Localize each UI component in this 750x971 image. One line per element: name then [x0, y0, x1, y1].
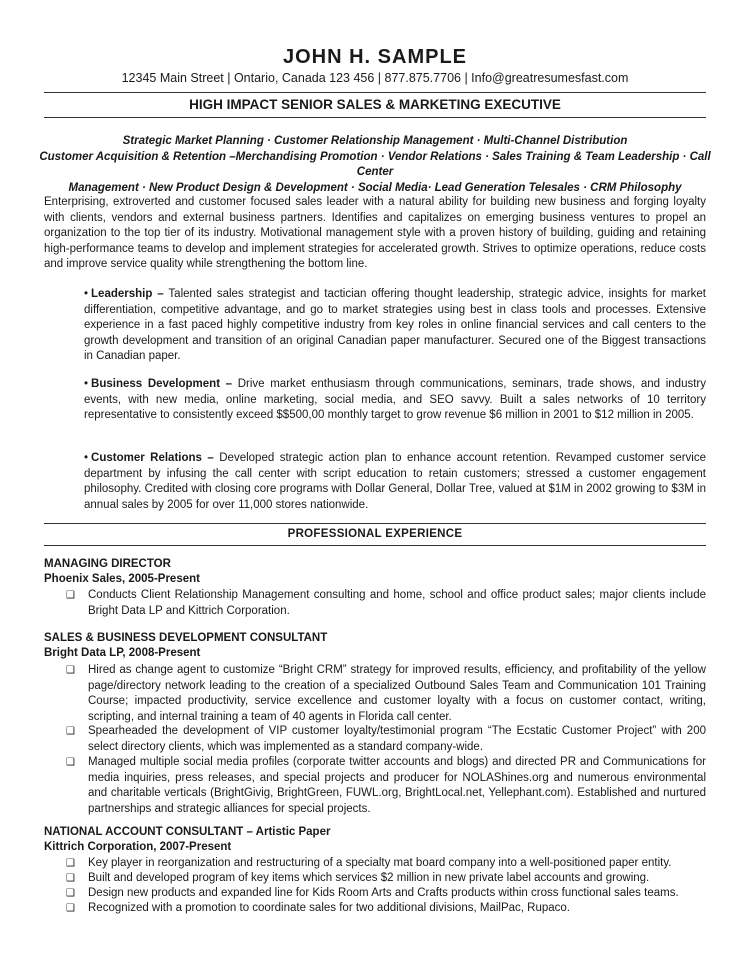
achievement-text: Recognized with a promotion to coordinate sales for two additional divisions, MailPac, Rupaco. — [88, 902, 570, 914]
section-divider-top — [44, 523, 706, 524]
job-company: Phoenix Sales, 2005-Present — [44, 573, 200, 585]
headline: HIGH IMPACT SENIOR SALES & MARKETING EXECUTIVE — [189, 97, 561, 112]
highlight-text: Developed strategic action plan to enhance account retention. Revamped customer service department by infusing the call center with script education to retain customers; stressed a customer engagement philosophy. Credited with closing core programs with Dollar General, Dollar Tree, valued at $1M in 2002 growing to $3M in annual sales by 2005 for over 11,000 stores nationwide. — [84, 452, 706, 511]
profile-summary: Enterprising, extroverted and customer focused sales leader with a natural ability for building new business and forging loyalty with clients, vendors and external business partners. Identifies and capitalizes on emerging business ventures to propel an organization to the top tier of its industry. Motivational management style with a proven history of building, guiding and retaining high-performance teams to develop and implement strategies for accelerated growth. Strives to optimize operations, reduce costs and improve service quality while strengthening the bottom line. — [44, 196, 706, 271]
achievement-item — [66, 871, 706, 887]
achievement-item — [66, 755, 706, 817]
checkbox-bullet-icon: ❑ — [66, 665, 75, 676]
checkbox-bullet-icon: ❑ — [66, 590, 75, 601]
contact-line: 12345 Main Street | Ontario, Canada 123 456 | 877.875.7706 | Info@greatresumesfast.com — [121, 71, 629, 85]
achievement-item — [66, 886, 706, 902]
achievement-text: Managed multiple social media profiles (corporate twitter accounts and blogs) and directed PR and Communications for media inquiries, press releases, and special projects and producer for NOLAShines.org and numerous environmental and charitable verticals (BrightGivig, BrightGreen, FUWL.org, BrightLocal.net, Yellephant.com). Established and nurtured partnerships and strategic alliances for special projects. — [88, 756, 706, 815]
section-title-experience: PROFESSIONAL EXPERIENCE — [287, 528, 463, 540]
bullet-icon: • — [84, 378, 89, 390]
job-title: SALES & BUSINESS DEVELOPMENT CONSULTANT — [44, 632, 328, 644]
job-title: NATIONAL ACCOUNT CONSULTANT – Artistic Paper — [44, 826, 331, 838]
achievement-text: Design new products and expanded line for Kids Room Arts and Crafts products within cross functional sales teams. — [88, 887, 679, 899]
achievement-item — [66, 901, 706, 917]
job-company: Kittrich Corporation, 2007-Present — [44, 841, 232, 853]
achievement-item — [66, 588, 706, 619]
achievement-text: Hired as change agent to customize “Bright CRM” strategy for improved results, efficiency, and profitability of the yellow page/directory network leading to the creation of a specialized Outbound Sales Team and Communication 101 Training Course; impacted productivity, service excellence and customer loyalty with a focus on customer contact, writing, scripting, and internal training a team of 40 agents in Florida call center. — [88, 664, 706, 723]
checkbox-bullet-icon: ❑ — [66, 858, 75, 869]
header-divider-top — [44, 92, 706, 93]
highlight-label: Customer Relations – — [91, 452, 214, 464]
achievement-item — [66, 856, 706, 872]
bullet-icon: • — [84, 452, 89, 464]
checkbox-bullet-icon: ❑ — [66, 757, 75, 768]
job-company: Bright Data LP, 2008-Present — [44, 647, 201, 659]
highlight-item — [84, 451, 706, 513]
header-divider-bottom — [44, 117, 706, 118]
checkbox-bullet-icon: ❑ — [66, 888, 75, 899]
highlight-text: Drive market enthusiasm through communications, seminars, trade shows, and industry events, with new media, online marketing, social media, and SEO savvy. Built a sales networks of 10 territory representative to consistently exceed $$500,00 monthly target to grow revenue $6 million in 2001 to $12 million in 2005. — [84, 378, 706, 422]
achievement-text: Key player in reorganization and restructuring of a specialty mat board company into a well-positioned paper entity. — [88, 857, 672, 869]
candidate-name: JOHN H. SAMPLE — [282, 46, 468, 68]
skills-line: Management · New Product Design & Development · Social Media· Lead Generation Telesales · CRM Philosophy — [68, 181, 682, 194]
bullet-icon: • — [84, 288, 89, 300]
checkbox-bullet-icon: ❑ — [66, 903, 75, 914]
skills-line: Customer Acquisition & Retention –Merchandising Promotion · Vendor Relations · Sales Training & Team Leadership · Call Center — [39, 150, 711, 178]
checkbox-bullet-icon: ❑ — [66, 873, 75, 884]
achievement-text: Built and developed program of key items which services $2 million in new private label accounts and growing. — [88, 872, 650, 884]
achievement-text: Conducts Client Relationship Management consulting and home, school and office product sales; major clients include Bright Data LP and Kittrich Corporation. — [88, 589, 706, 617]
core-skills — [30, 134, 720, 196]
highlight-label: Leadership – — [91, 288, 164, 300]
skills-line: Strategic Market Planning · Customer Relationship Management · Multi-Channel Distribution — [122, 135, 628, 147]
highlight-text: Talented sales strategist and tactician offering thought leadership, strategic advice, insights for market differentiation, competitive advantage, and go to market strategies using best in class tools and processes. Extensive experience in a fast paced highly competitive industry from key roles in online financial services and call centers to the growth development and transition of an original Canadian paper manufacturer. Secured one of the Biggest transactions in Canadian paper. — [84, 288, 706, 363]
job-title: MANAGING DIRECTOR — [44, 558, 171, 570]
highlight-item — [84, 377, 706, 424]
highlight-item — [84, 287, 706, 365]
section-divider-bottom — [44, 545, 706, 546]
achievement-text: Spearheaded the development of VIP customer loyalty/testimonial program “The Ecstatic Customer Project” with 200 select directory clients, which was implemented as a standard company-wide. — [88, 725, 706, 753]
achievement-item — [66, 724, 706, 755]
highlight-label: Business Development – — [91, 378, 233, 390]
achievement-item — [66, 663, 706, 725]
checkbox-bullet-icon: ❑ — [66, 726, 75, 737]
